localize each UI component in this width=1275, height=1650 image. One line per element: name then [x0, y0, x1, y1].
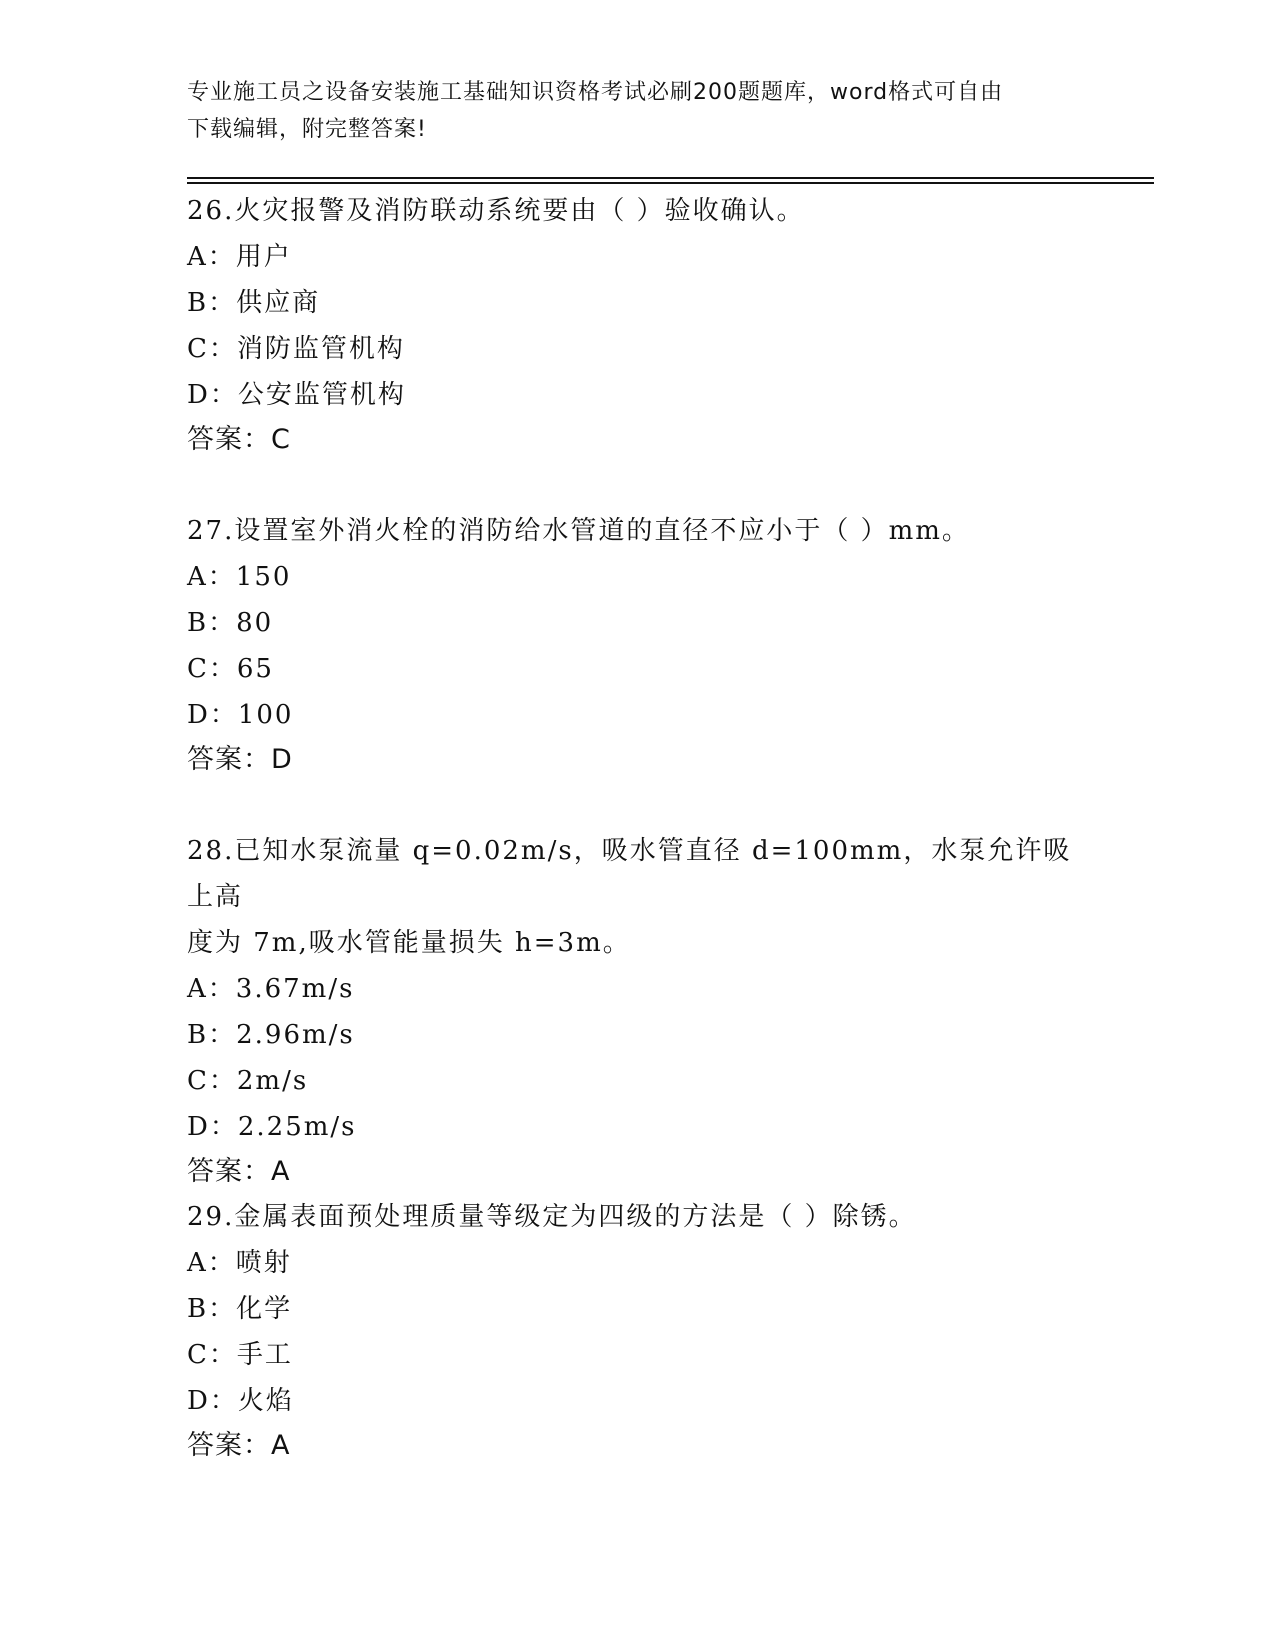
answer-line: 答案：A [187, 1156, 291, 1187]
question-29 [187, 1194, 1087, 1468]
option-d: D：2.25m/s [187, 1112, 357, 1142]
question-stem-line-1: 28.已知水泵流量 q=0.02m/s，吸水管直径 d=100mm，水泵允许吸上高 [187, 836, 1072, 912]
question-27 [187, 508, 1087, 782]
option-c: C：手工 [187, 1340, 293, 1370]
option-b: B：供应商 [187, 288, 321, 318]
question-stem: 27.设置室外消火栓的消防给水管道的直径不应小于（ ）mm。 [187, 516, 970, 546]
header-line-2: 下载编辑，附完整答案! [187, 117, 427, 142]
option-d: D：公安监管机构 [187, 380, 406, 410]
question-28 [187, 828, 1087, 1194]
option-c: C：2m/s [187, 1066, 309, 1096]
option-d: D：100 [187, 700, 294, 730]
option-b: B：2.96m/s [187, 1020, 355, 1050]
question-stem: 29.金属表面预处理质量等级定为四级的方法是（ ）除锈。 [187, 1202, 917, 1232]
option-d: D：火焰 [187, 1386, 294, 1416]
header-divider-bottom [187, 182, 1154, 184]
option-b: B：化学 [187, 1294, 293, 1324]
option-a: A：喷射 [187, 1248, 292, 1278]
header-divider-top [187, 177, 1154, 179]
option-c: C：65 [187, 654, 274, 684]
question-stem: 26.火灾报警及消防联动系统要由（ ）验收确认。 [187, 196, 805, 226]
answer-line: 答案：C [187, 424, 291, 455]
option-b: B：80 [187, 608, 274, 638]
answer-line: 答案：D [187, 744, 293, 775]
option-a: A：150 [187, 562, 292, 592]
question-26 [187, 188, 1087, 462]
document-header [187, 74, 1077, 148]
option-c: C：消防监管机构 [187, 334, 405, 364]
option-a: A：用户 [187, 242, 292, 272]
option-a: A：3.67m/s [187, 974, 355, 1004]
header-line-1: 专业施工员之设备安装施工基础知识资格考试必刷200题题库，word格式可自由 [187, 80, 1004, 105]
answer-line: 答案：A [187, 1430, 291, 1461]
question-stem-line-2: 度为 7m,吸水管能量损失 h=3m。 [187, 928, 631, 958]
